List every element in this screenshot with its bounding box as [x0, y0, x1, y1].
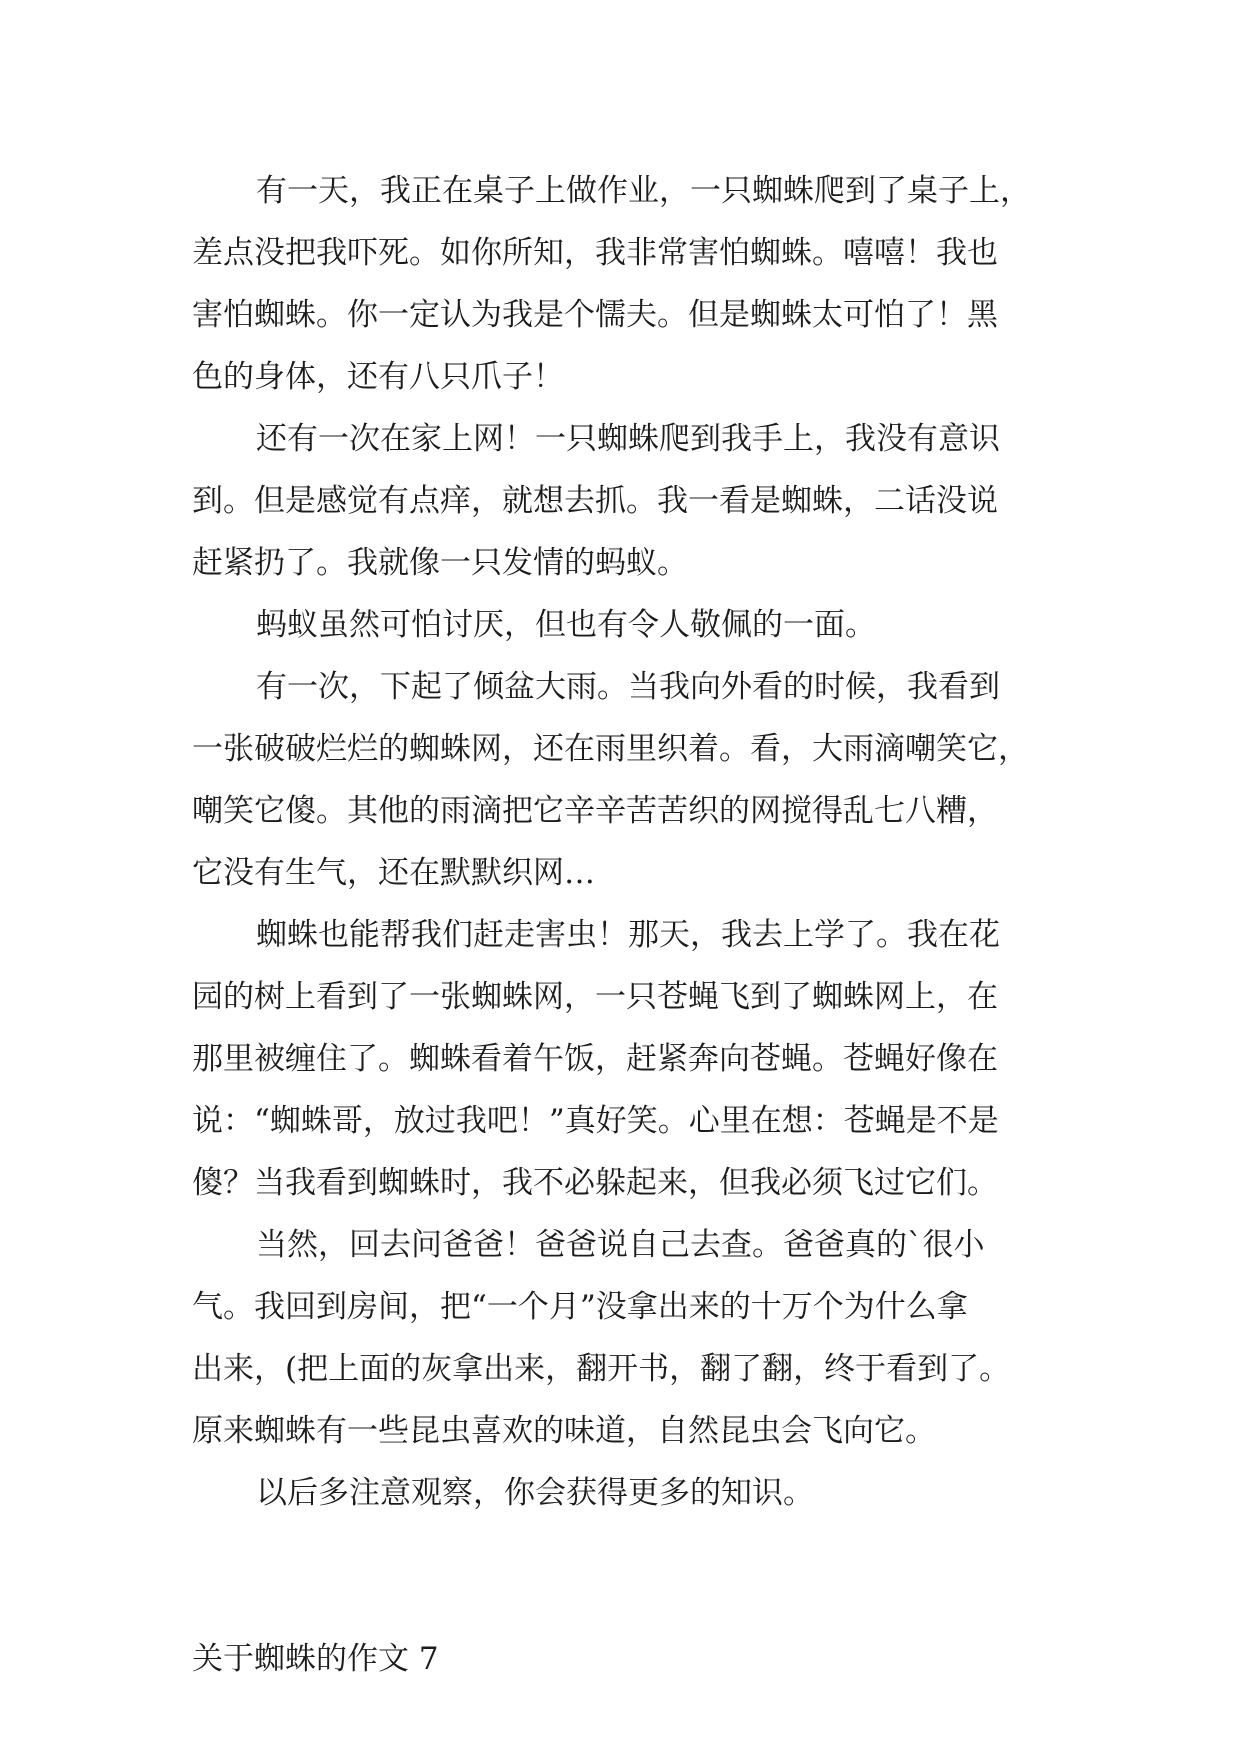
text-line: 赶紧扔了。我就像一只发情的蚂蚁。	[192, 545, 688, 581]
text-line: 当然，回去问爸爸！爸爸说自己去查。爸爸真的`很小	[256, 1227, 985, 1263]
text-line: 说：“蜘蛛哥，放过我吧！”真好笑。心里在想：苍蝇是不是	[192, 1103, 999, 1139]
text-line: 出来，(把上面的灰拿出来，翻开书，翻了翻，终于看到了。	[192, 1351, 1011, 1387]
text-line: 有一天，我正在桌子上做作业，一只蜘蛛爬到了桌子上，	[256, 173, 1031, 209]
text-line: 一张破破烂烂的蜘蛛网，还在雨里织着。看，大雨滴嘲笑它，	[192, 731, 1029, 767]
text-line: 蚂蚁虽然可怕讨厌，但也有令人敬佩的一面。	[256, 607, 876, 643]
text-line: 有一次，下起了倾盆大雨。当我向外看的时候，我看到	[256, 669, 1000, 705]
essay-body	[192, 160, 1064, 1690]
text-line: 嘲笑它傻。其他的雨滴把它辛辛苦苦织的网搅得乱七八糟，	[192, 793, 998, 829]
section-gap	[192, 1524, 1064, 1628]
text-line: 害怕蜘蛛。你一定认为我是个懦夫。但是蜘蛛太可怕了！黑	[192, 297, 998, 333]
text-line: 气。我回到房间，把“一个月”没拿出来的十万个为什么拿	[192, 1289, 968, 1325]
paragraph-1	[192, 160, 1064, 408]
text-line: 蜘蛛也能帮我们赶走害虫！那天，我去上学了。我在花	[256, 917, 1000, 953]
text-line: 傻？当我看到蜘蛛时，我不必躲起来，但我必须飞过它们。	[192, 1165, 998, 1201]
paragraph-2	[192, 408, 1064, 594]
text-line: 差点没把我吓死。如你所知，我非常害怕蜘蛛。嘻嘻！我也	[192, 235, 998, 271]
text-line: 色的身体，还有八只爪子！	[192, 359, 564, 395]
paragraph-6	[192, 1214, 1064, 1462]
paragraph-4	[192, 656, 1064, 904]
text-line: 它没有生气，还在默默织网…	[192, 855, 595, 891]
text-line: 到。但是感觉有点痒，就想去抓。我一看是蜘蛛，二话没说	[192, 483, 998, 519]
section-heading: 关于蜘蛛的作文 7	[192, 1641, 439, 1677]
text-line: 那里被缠住了。蜘蛛看着午饭，赶紧奔向苍蝇。苍蝇好像在	[192, 1041, 998, 1077]
text-line: 以后多注意观察，你会获得更多的知识。	[256, 1475, 814, 1511]
text-line: 原来蜘蛛有一些昆虫喜欢的味道，自然昆虫会飞向它。	[192, 1413, 936, 1449]
paragraph-7	[192, 1462, 1064, 1524]
text-line: 园的树上看到了一张蜘蛛网，一只苍蝇飞到了蜘蛛网上，在	[192, 979, 998, 1015]
paragraph-5	[192, 904, 1064, 1214]
paragraph-3	[192, 594, 1064, 656]
text-line: 还有一次在家上网！一只蜘蛛爬到我手上，我没有意识	[256, 421, 1000, 457]
